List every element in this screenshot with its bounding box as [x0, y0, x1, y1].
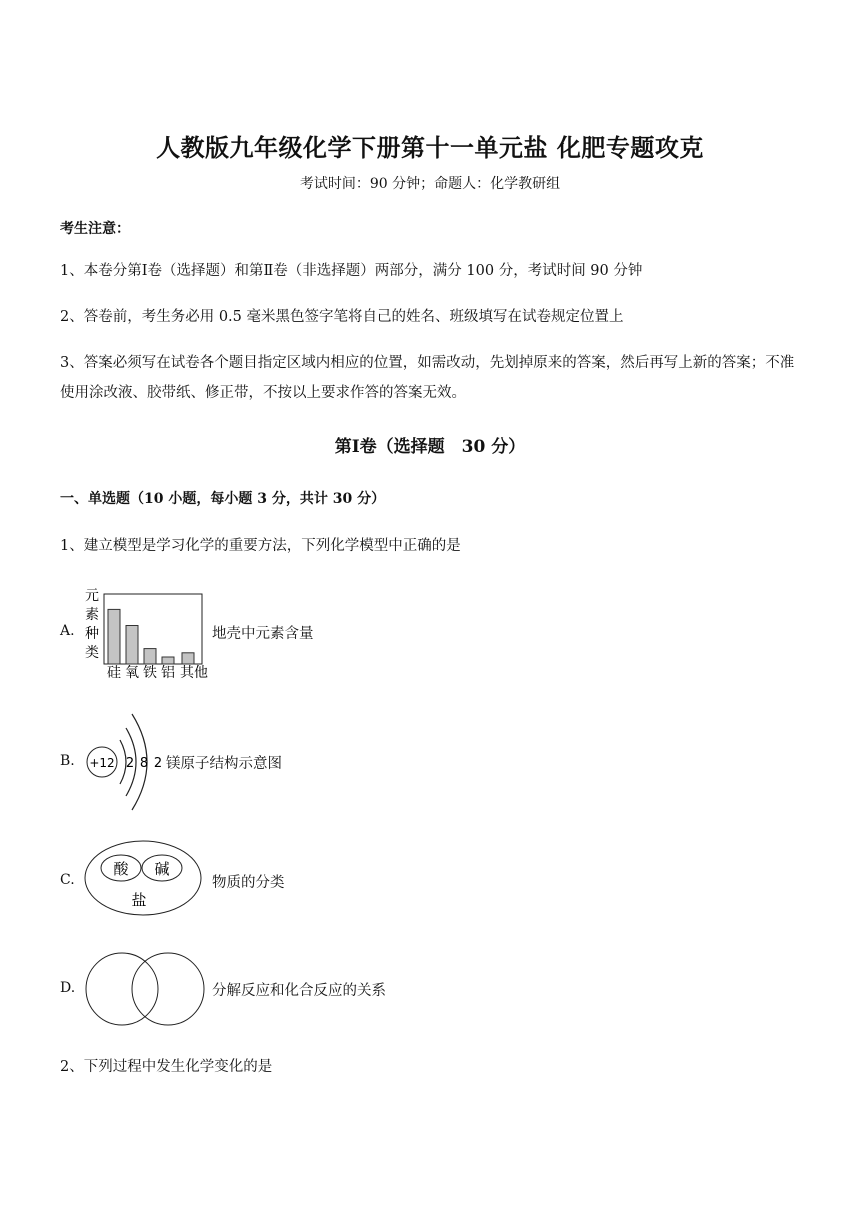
option-c-label: C. [60, 872, 75, 888]
part-heading: 一、单选题（10 小题，每小题 3 分，共计 30 分） [60, 491, 386, 507]
option-a-label: A. [60, 623, 75, 639]
exam-title: 人教版九年级化学下册第十一单元盐 化肥专题攻克 [156, 133, 704, 162]
salt-label: 盐 [131, 891, 147, 909]
question-1-stem: 1、建立模型是学习化学的重要方法，下列化学模型中正确的是 [60, 538, 461, 554]
category-label: 铝 [161, 665, 175, 681]
section-title: 第Ⅰ卷（选择题 30 分） [334, 437, 526, 457]
option-d-label: D. [60, 980, 76, 996]
notice-item-3: 3、答案必须写在试卷各个题目指定区域内相应的位置，如需改动，先划掉原来的答案，然后再写上新的答案；不准使用涂改液、胶带纸、修正带，不按以上要求作答的答案无效。 [60, 355, 795, 401]
chart-bar [182, 653, 194, 664]
option-c-text: 物质的分类 [212, 875, 285, 891]
question-2-stem: 2、下列过程中发生化学变化的是 [60, 1059, 273, 1075]
y-label-char: 素 [85, 607, 99, 623]
option-b-label: B. [60, 753, 75, 769]
option-b-text: 镁原子结构示意图 [166, 756, 282, 772]
combination-circle [132, 953, 204, 1025]
notice-heading: 考生注意： [60, 221, 130, 237]
acid-label: 酸 [113, 860, 129, 878]
chart-bar [162, 657, 174, 664]
chart-bar [144, 649, 156, 664]
base-label: 碱 [154, 860, 170, 878]
overlapping-circles-diagram [84, 950, 208, 1030]
nucleus-charge: +12 [89, 756, 115, 770]
notice-item-2: 2、答卷前，考生务必用 0.5 毫米黑色签字笔将自己的姓名、班级填写在试卷规定位置上 [60, 309, 624, 325]
y-label-char: 类 [85, 645, 99, 661]
category-label: 铁 [143, 665, 157, 681]
category-label: 硅 [107, 665, 121, 681]
category-label: 其他 [180, 665, 208, 681]
electron-count: 2 [125, 756, 135, 771]
y-label-char: 元 [85, 588, 99, 604]
y-label-char: 种 [85, 626, 99, 642]
electron-count: 8 [139, 756, 149, 771]
option-d-text: 分解反应和化合反应的关系 [212, 983, 386, 999]
exam-subtitle: 考试时间：90 分钟；命题人：化学教研组 [299, 176, 561, 192]
chart-bars [108, 609, 194, 664]
electron-count: 2 [153, 756, 163, 771]
chart-bar [108, 609, 120, 664]
category-label: 氧 [125, 665, 139, 681]
option-a-text: 地壳中元素含量 [212, 626, 314, 642]
notice-item-1: 1、本卷分第Ⅰ卷（选择题）和第Ⅱ卷（非选择题）两部分，满分 100 分，考试时间 90 分钟 [60, 263, 643, 279]
element-content-bar-chart [78, 582, 218, 682]
decomposition-circle [86, 953, 158, 1025]
chart-bar [126, 626, 138, 665]
substance-classification-diagram [82, 838, 206, 918]
